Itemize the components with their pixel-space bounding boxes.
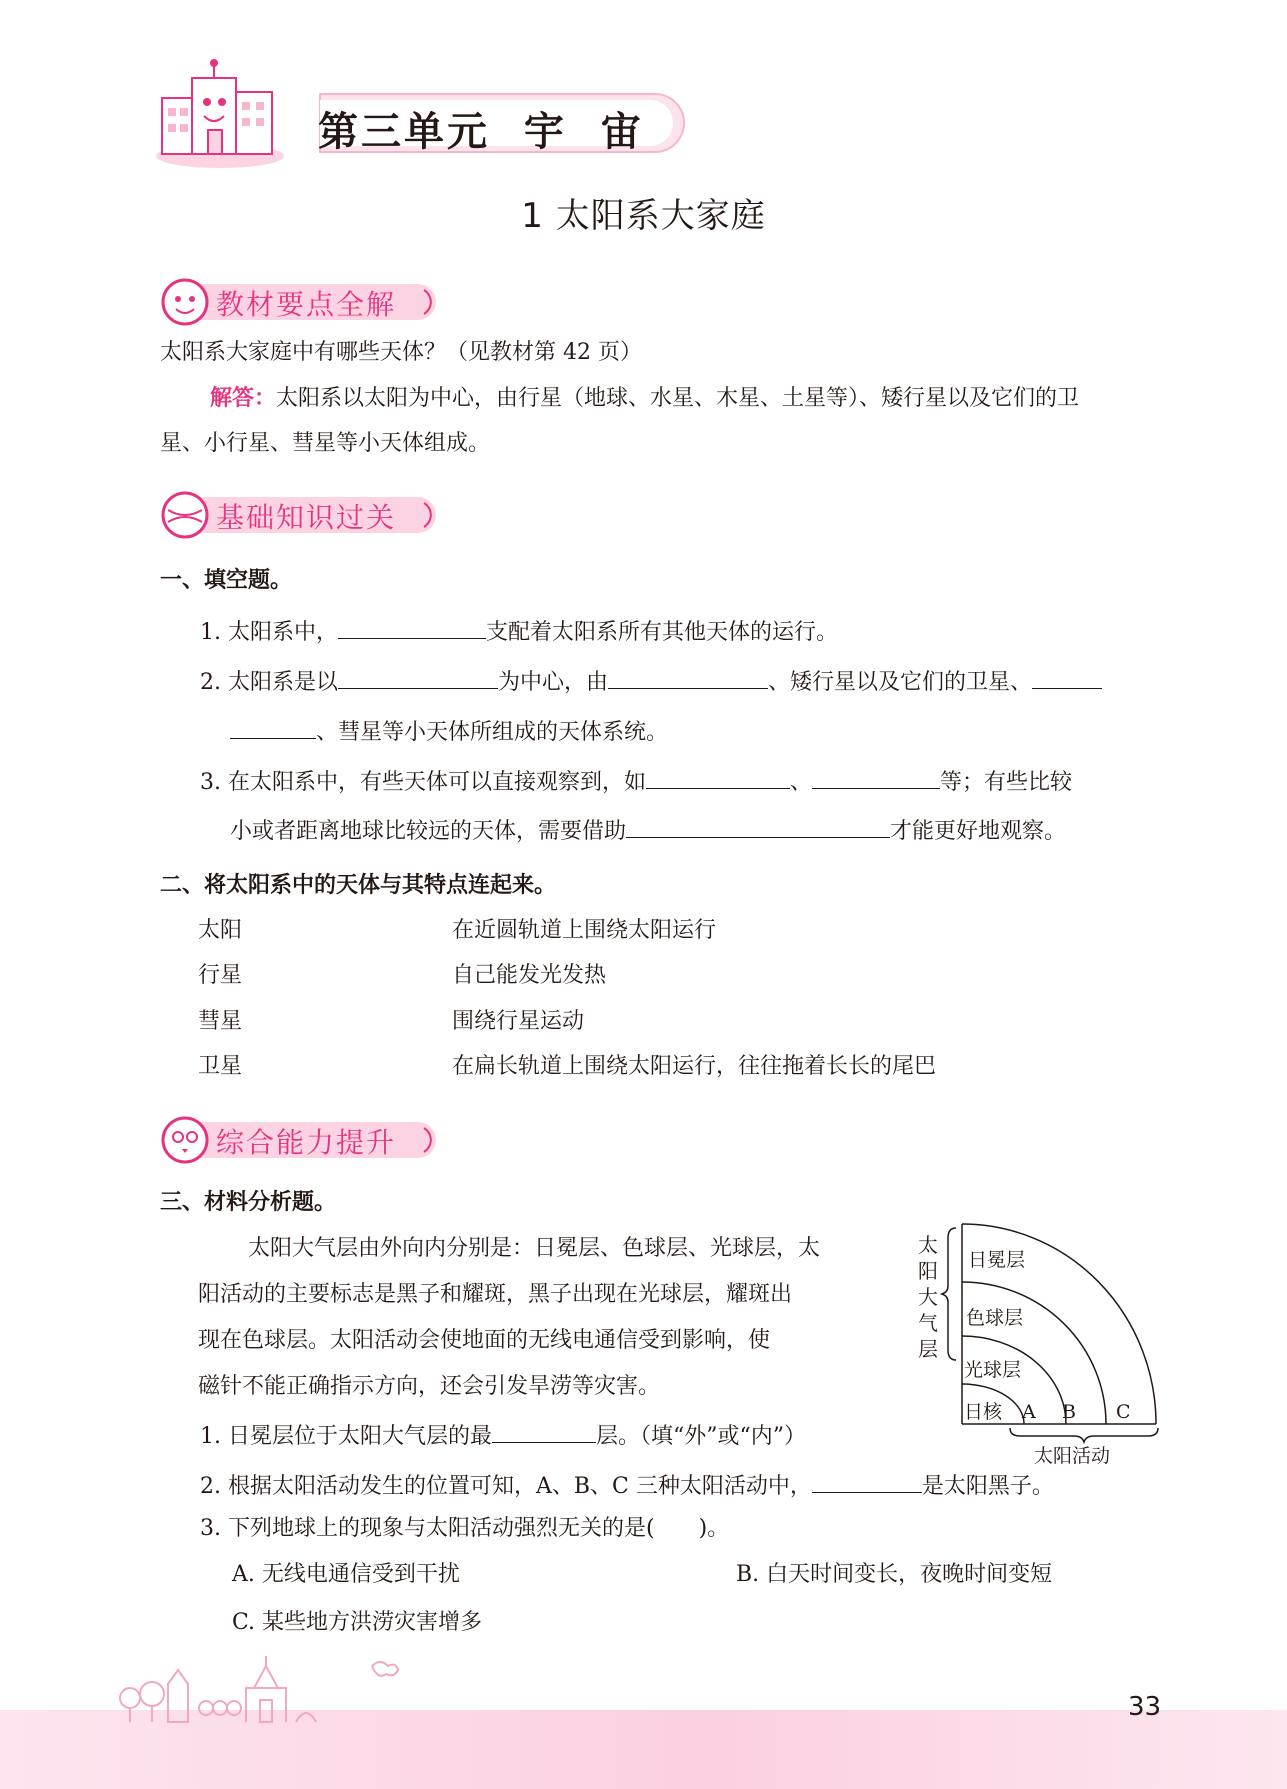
- q3-blank-2[interactable]: [812, 768, 940, 789]
- match-right-item[interactable]: 围绕行星运动: [452, 1009, 585, 1034]
- q3-text-b: 、: [790, 770, 813, 795]
- p3-q2-text-a: 2. 根据太阳活动发生的位置可知，A、B、C 三种太阳活动中，: [200, 1474, 812, 1499]
- material-line: 阳活动的主要标志是黑子和耀斑，黑子出现在光球层，耀斑出: [198, 1282, 793, 1307]
- answer-line-2: 星、小行星、彗星等小天体组成。: [160, 431, 491, 456]
- p3-q2-text-b: 是太阳黑子。: [921, 1474, 1054, 1499]
- q3-text-e: 才能更好地观察。: [890, 819, 1067, 844]
- lesson-title: 1 太阳系大家庭: [521, 196, 766, 236]
- layer-label-chromosphere: 色球层: [966, 1307, 1024, 1329]
- q3-text-a: 3. 在太阳系中，有些天体可以直接观察到，如: [200, 770, 646, 795]
- layer-label-corona: 日冕层: [968, 1249, 1026, 1271]
- town-decoration-icon: [110, 1648, 430, 1728]
- q3-blank-3[interactable]: [626, 817, 890, 838]
- page-number: 33: [1128, 1692, 1162, 1722]
- material-line: 太阳大气层由外向内分别是：日冕层、色球层、光球层，太: [248, 1236, 821, 1261]
- match-left-item[interactable]: 太阳: [198, 918, 243, 943]
- mascot-icon: [160, 277, 210, 327]
- part2-heading: 二、将太阳系中的天体与其特点连起来。: [160, 873, 557, 898]
- q2-text-a: 2. 太阳系是以: [200, 670, 338, 695]
- marker-a: A: [1022, 1401, 1036, 1423]
- diagram-side-label-char: 太: [918, 1233, 938, 1257]
- match-left-item[interactable]: 卫星: [198, 1054, 243, 1079]
- marker-b: B: [1062, 1401, 1076, 1423]
- material-line: 现在色球层。太阳活动会使地面的无线电通信受到影响，使: [198, 1328, 771, 1353]
- section-title-key-points: 教材要点全解: [216, 288, 397, 321]
- unit-title: 第三单元 宇 宙: [318, 109, 644, 155]
- q2-blank-2[interactable]: [608, 668, 768, 689]
- match-right-item[interactable]: 自己能发光发热: [452, 963, 607, 988]
- q1-text-b: 支配着太阳系所有其他天体的运行。: [485, 620, 838, 645]
- layer-label-photosphere: 光球层: [964, 1359, 1022, 1381]
- part1-heading: 一、填空题。: [160, 568, 293, 593]
- match-right-item[interactable]: 在近圆轨道上围绕太阳运行: [452, 918, 717, 943]
- option-c[interactable]: C. 某些地方洪涝灾害增多: [232, 1610, 483, 1635]
- building-mascot-icon: [150, 58, 290, 170]
- match-left-item[interactable]: 行星: [198, 963, 243, 988]
- option-a[interactable]: A. 无线电通信受到干扰: [232, 1562, 460, 1587]
- p3-q1-blank[interactable]: [492, 1422, 596, 1443]
- marker-c: C: [1116, 1401, 1131, 1423]
- q3-text-d: 小或者距离地球比较远的天体，需要借助: [230, 819, 627, 844]
- q2-text-b: 为中心，由: [497, 670, 608, 695]
- key-question: 太阳系大家庭中有哪些天体？（见教材第 42 页）: [160, 340, 642, 365]
- p3-q1-text-a: 1. 日冕层位于太阳大气层的最: [200, 1424, 492, 1449]
- diagram-bottom-label: 太阳活动: [1034, 1445, 1111, 1466]
- layer-label-core: 日核: [964, 1401, 1003, 1423]
- answer-line-1: 太阳系以太阳为中心，由行星（地球、水星、木星、土星等）、矮行星以及它们的卫: [276, 386, 1080, 411]
- q2-blank-3[interactable]: [1032, 668, 1102, 689]
- match-left-item[interactable]: 彗星: [198, 1009, 243, 1034]
- diagram-side-label-char: 气: [918, 1311, 938, 1335]
- diagram-side-label-char: 阳: [918, 1259, 938, 1283]
- q2-text-d: 、彗星等小天体所组成的天体系统。: [316, 720, 669, 745]
- answer-label: 解答：: [210, 385, 277, 411]
- p3-q1-text-b: 层。（填“外”或“内”）: [595, 1424, 806, 1449]
- q2-blank-1[interactable]: [338, 668, 498, 689]
- q1-text-a: 1. 太阳系中，: [200, 620, 338, 645]
- globe-mascot-icon: [160, 490, 210, 540]
- q2-text-c: 、矮行星以及它们的卫星、: [768, 670, 1033, 695]
- section-title-basics: 基础知识过关: [216, 501, 397, 534]
- q1-blank[interactable]: [338, 618, 486, 639]
- diagram-side-label-char: 层: [918, 1337, 938, 1361]
- q3-text-c: 等；有些比较: [940, 770, 1073, 795]
- match-right-item[interactable]: 在扁长轨道上围绕太阳运行，往往拖着长长的尾巴: [452, 1054, 937, 1079]
- sun-atmosphere-diagram: [910, 1216, 1170, 1466]
- section-title-advanced: 综合能力提升: [216, 1126, 397, 1159]
- p3-q2-blank[interactable]: [812, 1472, 922, 1493]
- q3-blank-1[interactable]: [646, 768, 790, 789]
- owl-mascot-icon: [160, 1115, 210, 1165]
- p3-q3-text: 3. 下列地球上的现象与太阳活动强烈无关的是( )。: [200, 1516, 730, 1541]
- option-b[interactable]: B. 白天时间变长，夜晚时间变短: [736, 1562, 1053, 1587]
- q2-blank-3-cont[interactable]: [230, 718, 316, 739]
- part3-heading: 三、材料分析题。: [160, 1190, 337, 1215]
- diagram-side-label-char: 大: [918, 1285, 938, 1309]
- material-line: 磁针不能正确指示方向，还会引发旱涝等灾害。: [198, 1374, 661, 1399]
